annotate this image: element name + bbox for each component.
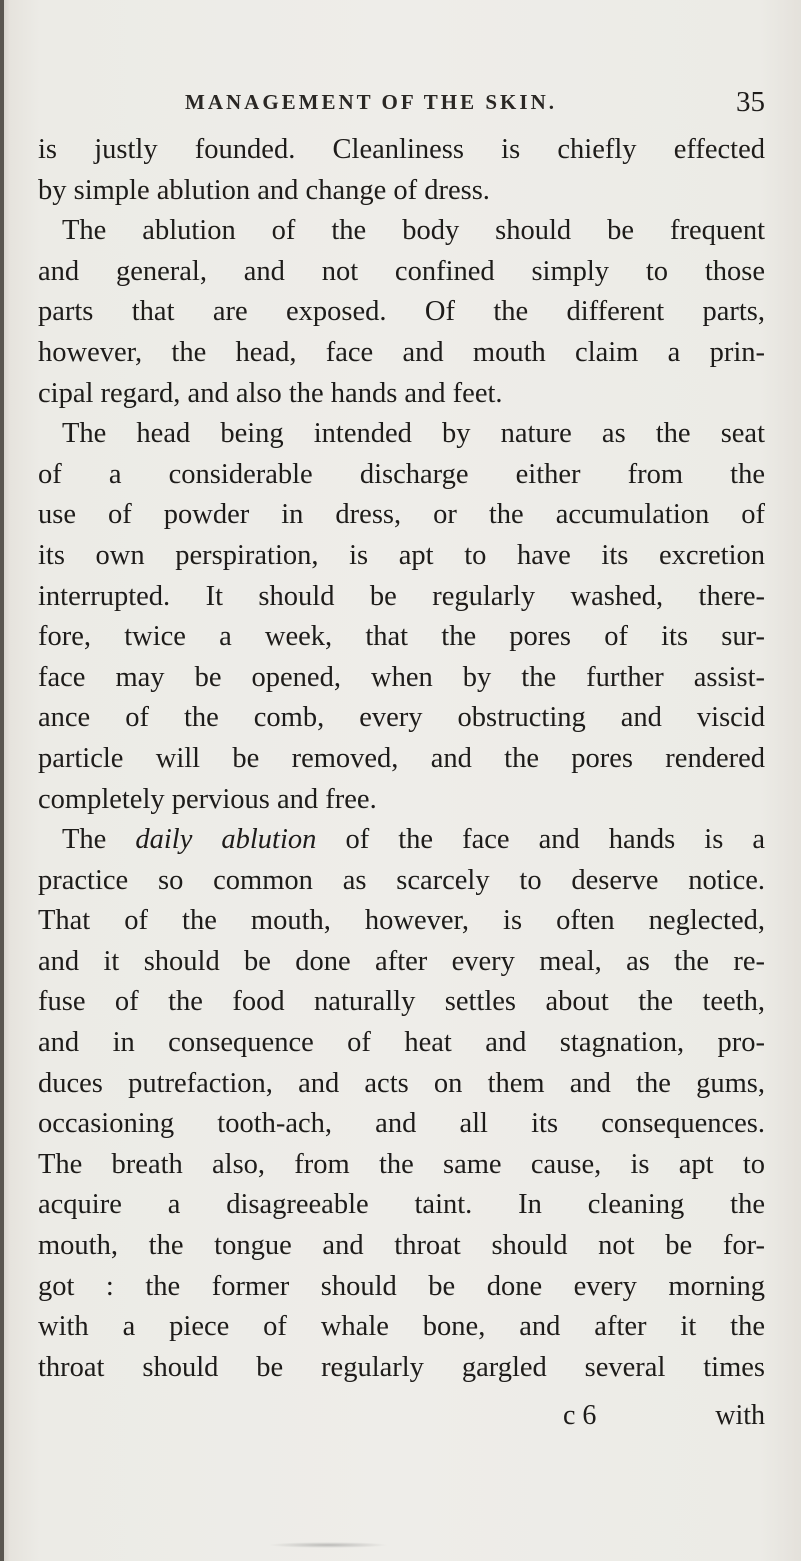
text-line: occasioning tooth-ach, and all its consequences. bbox=[38, 1108, 765, 1140]
page-header bbox=[185, 86, 765, 126]
text-line: throat should be regularly gargled several times bbox=[38, 1351, 765, 1383]
text-line: and general, and not confined simply to those bbox=[38, 255, 765, 287]
text-line: fore, twice a week, that the pores of its sur- bbox=[38, 621, 765, 653]
text-line: of a considerable discharge either from the bbox=[38, 458, 765, 490]
text-line: parts that are exposed. Of the different parts, bbox=[38, 296, 765, 328]
text-line: is justly founded. Cleanliness is chiefly effected bbox=[38, 134, 765, 165]
text-line: face may be opened, when by the further assist- bbox=[38, 661, 765, 693]
page-number: 35 bbox=[736, 86, 765, 118]
text-run: of the face and hands is a bbox=[316, 824, 765, 856]
page-spine-edge bbox=[0, 0, 4, 1561]
text-run: The bbox=[62, 824, 136, 856]
text-line: That of the mouth, however, is often neglected, bbox=[38, 905, 765, 937]
paragraph-start-line bbox=[38, 820, 765, 861]
text-line: ance of the comb, every obstructing and viscid bbox=[38, 702, 765, 734]
text-line: duces putrefaction, and acts on them and the gums, bbox=[38, 1067, 765, 1099]
paragraph-start-line: The ablution of the body should be frequent bbox=[62, 215, 765, 247]
text-line: and in consequence of heat and stagnation, pro- bbox=[38, 1027, 765, 1059]
ink-smudge bbox=[268, 1542, 388, 1548]
body-text bbox=[38, 130, 765, 1388]
catchword: with bbox=[715, 1400, 765, 1431]
italic-phrase: daily ablution bbox=[135, 824, 317, 856]
text-line: mouth, the tongue and throat should not be for- bbox=[38, 1230, 765, 1262]
text-line: The breath also, from the same cause, is apt to bbox=[38, 1148, 765, 1180]
text-line: use of powder in dress, or the accumulation of bbox=[38, 499, 765, 531]
paragraph-start-line: The head being intended by nature as the seat bbox=[62, 418, 765, 450]
text-line: cipal regard, and also the hands and feet. bbox=[38, 377, 503, 409]
text-line: interrupted. It should be regularly washed, there- bbox=[38, 580, 765, 612]
text-line: its own perspiration, is apt to have its excretion bbox=[38, 539, 765, 571]
running-head: MANAGEMENT OF THE SKIN. bbox=[185, 90, 557, 114]
text-line: particle will be removed, and the pores rendered bbox=[38, 742, 765, 774]
text-line: and it should be done after every meal, as the re- bbox=[38, 945, 765, 977]
signature-mark: c 6 bbox=[563, 1400, 597, 1431]
text-line: however, the head, face and mouth claim a prin- bbox=[38, 336, 765, 368]
text-line: got : the former should be done every morning bbox=[38, 1270, 765, 1302]
text-line: practice so common as scarcely to deserve notice. bbox=[38, 864, 765, 896]
text-line: acquire a disagreeable taint. In cleaning the bbox=[38, 1189, 765, 1221]
text-line: completely pervious and free. bbox=[38, 783, 377, 815]
text-line: by simple ablution and change of dress. bbox=[38, 174, 490, 206]
text-line: fuse of the food naturally settles about the teeth, bbox=[38, 986, 765, 1018]
text-line: with a piece of whale bone, and after it the bbox=[38, 1311, 765, 1343]
page-footer bbox=[38, 1400, 765, 1440]
